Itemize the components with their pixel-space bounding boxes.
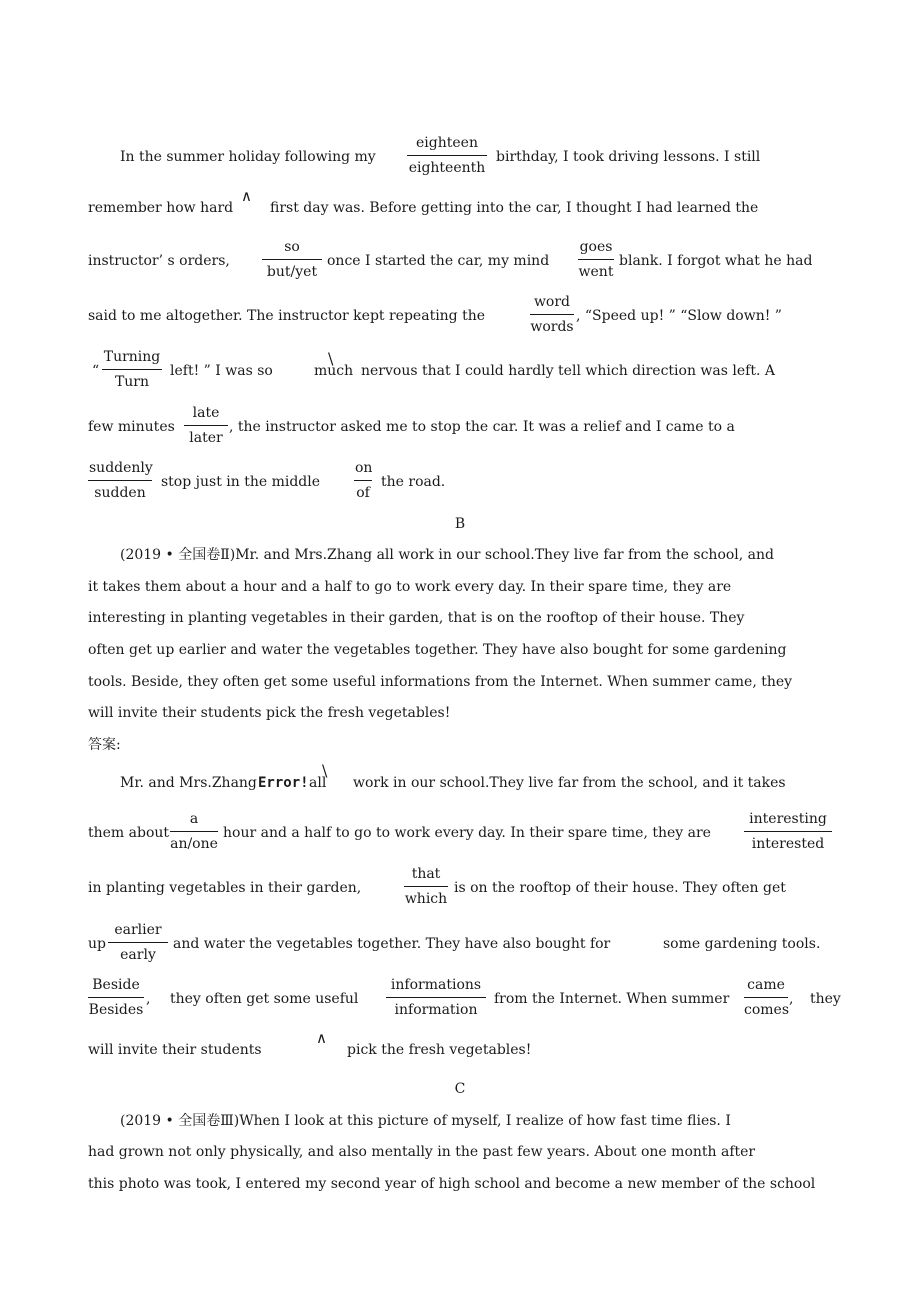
text-line: stop just in the middle <box>161 474 321 490</box>
correction-fraction <box>407 135 487 176</box>
correct-word: Besides <box>88 1002 144 1018</box>
paragraph-line: this photo was took, I entered my second year of high school and become a new member of the school <box>88 1176 816 1192</box>
correction-fraction <box>88 460 152 501</box>
wrong-word: Turning <box>102 349 162 370</box>
text-line: blank. I forgot what he had <box>619 253 813 269</box>
text-line: hour and a half to go to work every day. In their spare time, they are <box>223 825 711 841</box>
text-line: they often get some useful <box>170 991 359 1007</box>
text-line: few minutes <box>88 419 175 435</box>
paragraph-line: often get up earlier and water the vegetables together. They have also bought for some gardening <box>88 642 787 658</box>
text-line: left! ” I was so <box>170 363 273 379</box>
wrong-word: late <box>184 405 228 426</box>
insert-caret-icon: ∧ <box>241 187 252 205</box>
text-line: work in our school.They live far from the school, and it takes <box>353 775 786 791</box>
text-line: will invite their students <box>88 1042 262 1058</box>
paragraph-line: (2019 • 全国卷Ⅱ)Mr. and Mrs.Zhang all work in our school.They live far from the school, and <box>120 547 775 563</box>
correction-fraction <box>102 349 162 390</box>
correction-fraction <box>184 405 228 446</box>
wrong-word: that <box>404 866 448 887</box>
correct-word: went <box>578 264 614 280</box>
text-line: once I started the car, my mind <box>327 253 550 269</box>
section-letter: B <box>454 516 466 532</box>
text-line: remember how hard <box>88 200 234 216</box>
paragraph-line: (2019 • 全国卷Ⅲ)When I look at this picture of myself, I realize of how fast time flies. I <box>120 1113 731 1129</box>
delete-mark-icon: \ <box>328 349 334 368</box>
wrong-word: informations <box>386 977 486 998</box>
correction-fraction <box>530 294 574 335</box>
wrong-word: on <box>354 460 372 481</box>
deleted-word: all <box>309 775 327 791</box>
text-line: said to me altogether. The instructor kept repeating the <box>88 308 486 324</box>
paragraph-line: it takes them about a hour and a half to go to work every day. In their spare time, they are <box>88 579 732 595</box>
text-line: birthday, I took driving lessons. I still <box>496 149 761 165</box>
delete-mark-icon: \ <box>322 761 328 780</box>
correct-word: early <box>120 947 156 963</box>
text-line: nervous that I could hardly tell which direction was left. A <box>361 363 775 379</box>
wrong-word: came <box>744 977 788 998</box>
insert-caret-icon: ∧ <box>316 1029 327 1047</box>
correct-word: an/one <box>170 836 218 852</box>
correction-fraction <box>744 811 832 852</box>
paragraph-line: had grown not only physically, and also mentally in the past few years. About one month after <box>88 1144 756 1160</box>
correction-fraction <box>88 977 144 1018</box>
correct-word: later <box>189 430 223 446</box>
section-letter: C <box>454 1081 466 1097</box>
deleted-word: much <box>314 363 354 379</box>
correct-word: interested <box>751 836 825 852</box>
paragraph-line: will invite their students pick the fresh vegetables! <box>88 705 451 721</box>
paragraph-line: interesting in planting vegetables in their garden, that is on the rooftop of their house. They <box>88 610 745 626</box>
correct-word: information <box>394 1002 478 1018</box>
wrong-word: so <box>262 239 322 260</box>
answer-label: 答案: <box>88 737 121 753</box>
correct-word: sudden <box>94 485 146 501</box>
correct-word: of <box>356 485 370 501</box>
open-quote: “ <box>92 363 100 379</box>
text-line: them about <box>88 825 170 841</box>
text-line: is on the rooftop of their house. They often get <box>454 880 786 896</box>
text-line: and water the vegetables together. They have also bought for <box>173 936 611 952</box>
text-line: In the summer holiday following my <box>120 149 376 165</box>
correction-fraction <box>578 239 614 280</box>
correct-word: words <box>530 319 574 335</box>
error-field: Error! <box>258 775 309 791</box>
correct-word: eighteenth <box>408 160 486 176</box>
correct-word: which <box>404 891 448 907</box>
wrong-word: a <box>170 811 218 832</box>
correction-fraction <box>354 460 372 501</box>
text-line: they <box>810 991 841 1007</box>
text-line: up <box>88 936 106 952</box>
text-line: pick the fresh vegetables! <box>347 1042 532 1058</box>
text-line: , the instructor asked me to stop the car. It was a relief and I came to a <box>229 419 735 435</box>
text-line: from the Internet. When summer <box>494 991 730 1007</box>
wrong-word: earlier <box>108 922 168 943</box>
wrong-word: interesting <box>744 811 832 832</box>
text-line: in planting vegetables in their garden, <box>88 880 362 896</box>
wrong-word: eighteen <box>407 135 487 156</box>
correction-fraction <box>108 922 168 963</box>
correction-fraction <box>404 866 448 907</box>
paragraph-line: tools. Beside, they often get some useful informations from the Internet. When summer came, they <box>88 674 793 690</box>
correct-word: comes <box>744 1002 790 1018</box>
text-line: the road. <box>381 474 446 490</box>
text-line: , <box>146 991 151 1007</box>
wrong-word: suddenly <box>88 460 152 481</box>
wrong-word: Beside <box>88 977 144 998</box>
correct-word: Turn <box>114 374 150 390</box>
text-line: Mr. and Mrs.Zhang <box>120 775 257 791</box>
text-line: some gardening tools. <box>663 936 821 952</box>
wrong-word: word <box>530 294 574 315</box>
correct-word: but/yet <box>266 264 318 280</box>
text-line: , <box>789 991 794 1007</box>
correction-fraction <box>386 977 486 1018</box>
correction-fraction <box>744 977 788 1018</box>
text-line: first day was. Before getting into the car, I thought I had learned the <box>270 200 759 216</box>
text-line: instructor’ s orders, <box>88 253 230 269</box>
correction-fraction <box>262 239 322 280</box>
text-line: , “Speed up! ” “Slow down! ” <box>576 308 782 324</box>
correction-fraction <box>170 811 218 852</box>
wrong-word: goes <box>578 239 614 260</box>
